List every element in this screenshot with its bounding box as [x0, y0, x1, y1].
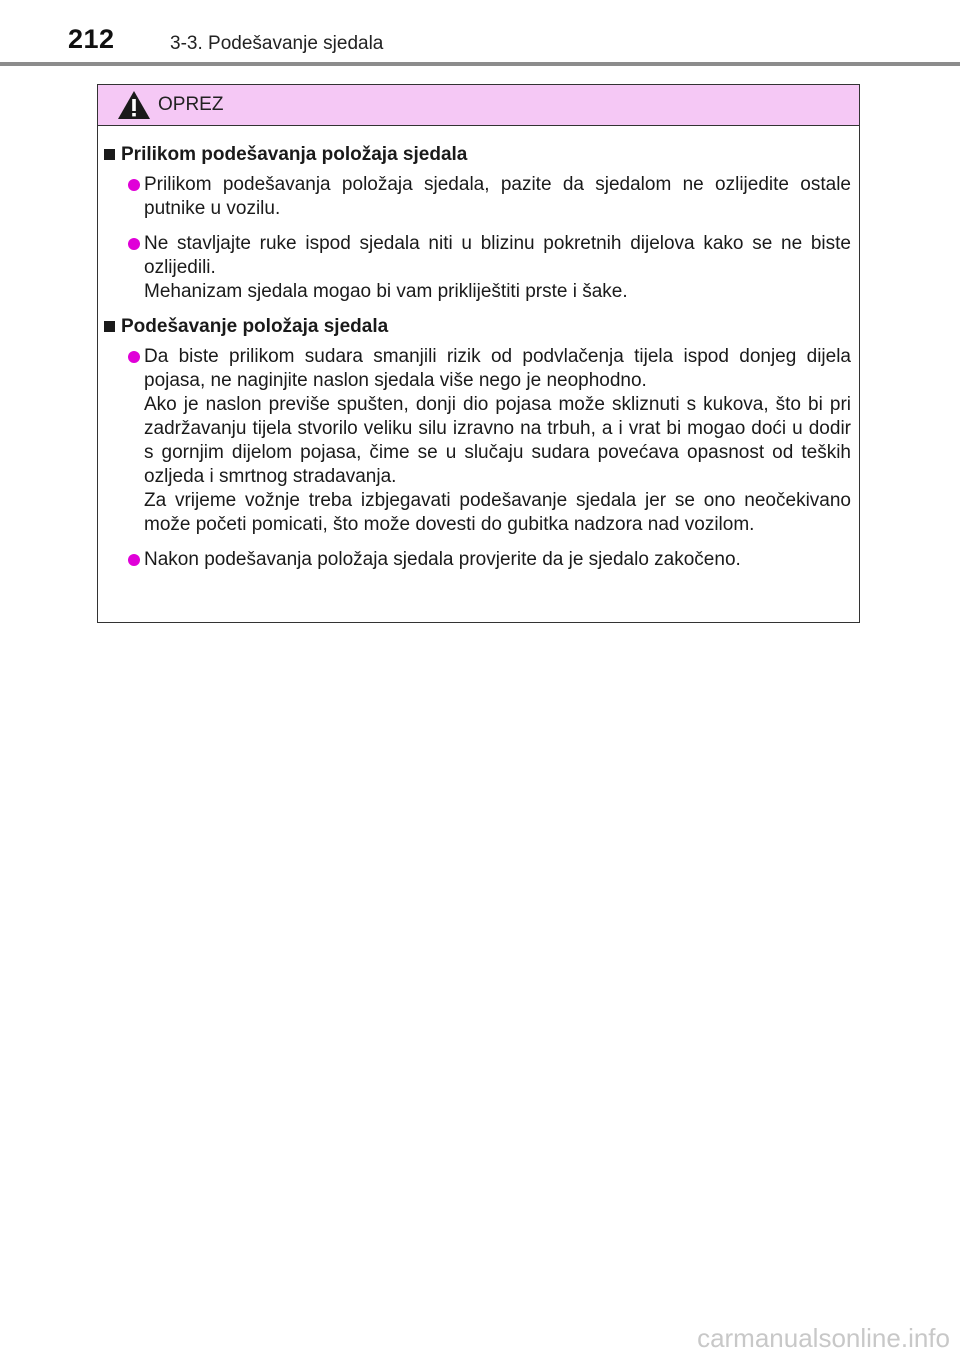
round-bullet-icon	[128, 554, 140, 566]
list-item	[104, 232, 851, 304]
round-bullet-icon	[128, 179, 140, 191]
caution-body	[98, 126, 859, 572]
section-heading	[104, 143, 851, 167]
list-item	[104, 548, 851, 572]
item-paragraph: Za vrijeme vožnje treba izbjegavati podešavanje sjedala jer se ono neočekivano može početi pomicati, što može dovesti do gubitka nadzora nad vozilom.	[144, 490, 851, 535]
item-paragraph: Prilikom podešavanja položaja sjedala, pazite da sjedalom ne ozlijedite ostale putnike u vozilu.	[144, 174, 851, 219]
item-paragraph: Mehanizam sjedala mogao bi vam prikliještiti prste i šake.	[144, 281, 628, 302]
warning-icon	[117, 90, 151, 120]
item-paragraph: Ne stavljajte ruke ispod sjedala niti u blizinu pokretnih dijelova kako se ne biste ozlijedili.	[144, 233, 851, 278]
caution-title: OPREZ	[158, 94, 224, 115]
caution-section	[104, 143, 851, 304]
header-rule	[0, 62, 960, 66]
section-heading	[104, 315, 851, 339]
item-paragraph: Ako je naslon previše spušten, donji dio pojasa može skliznuti s kukova, što bi pri zadržavanju tijela stvorilo veliku silu izravno na trbuh, a i vrat bi mogao doći u dodir s gornjim dijelom pojasa, čime se u slučaju sudara povećava opasnost od teških ozljeda i smrtnog stradavanja.	[144, 394, 851, 487]
section-heading-text: Prilikom podešavanja položaja sjedala	[121, 144, 468, 165]
page-header	[0, 0, 960, 66]
list-item	[104, 173, 851, 221]
page-number: 212	[68, 24, 115, 54]
caution-section	[104, 315, 851, 572]
round-bullet-icon	[128, 238, 140, 250]
item-paragraph: Da biste prilikom sudara smanjili rizik od podvlačenja tijela ispod donjeg dijela pojasa, ne naginjite naslon sjedala više nego je neophodno.	[144, 346, 851, 391]
item-paragraph: Nakon podešavanja položaja sjedala provjerite da je sjedalo zakočeno.	[144, 549, 741, 570]
list-item	[104, 345, 851, 537]
section-title: 3-3. Podešavanje sjedala	[170, 33, 384, 54]
square-bullet-icon	[104, 149, 115, 160]
section-heading-text: Podešavanje položaja sjedala	[121, 316, 389, 337]
square-bullet-icon	[104, 321, 115, 332]
round-bullet-icon	[128, 351, 140, 363]
caution-box	[97, 84, 860, 623]
footer-watermark: carmanualsonline.info	[697, 1323, 950, 1353]
caution-header	[98, 85, 859, 126]
